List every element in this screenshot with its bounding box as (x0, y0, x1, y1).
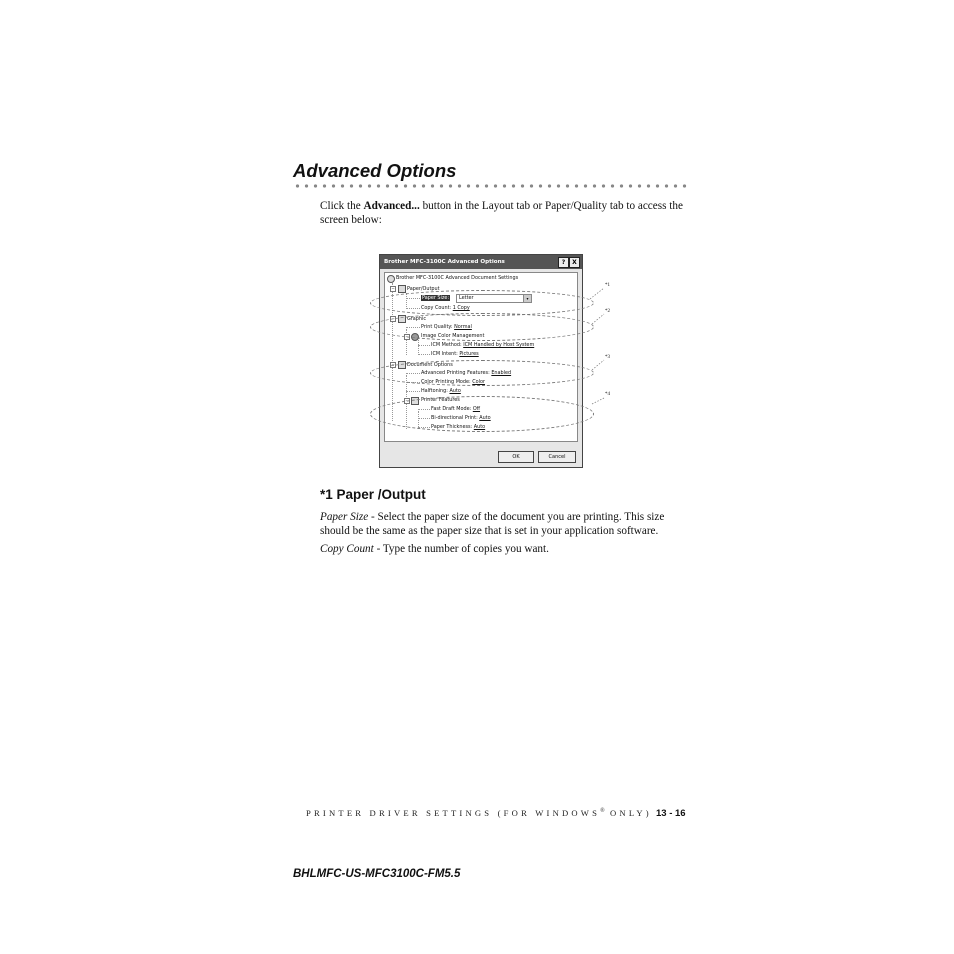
paper-size-text: - Select the paper size of the document you are printing. This size should be the same as the paper size that is set in your application software. (320, 511, 665, 537)
tree-line (406, 391, 420, 392)
tree-line (418, 337, 419, 355)
thickness-setting[interactable]: Paper Thickness: Auto (431, 424, 486, 430)
tree-document-options[interactable]: Document Options (407, 362, 453, 368)
bidir-setting[interactable]: Bi-directional Print: Auto (431, 415, 491, 421)
paper-size-value: Letter (459, 295, 474, 301)
chevron-down-icon[interactable]: ▾ (523, 295, 531, 302)
intro-pre: Click the (320, 200, 364, 212)
tree-paper-output[interactable]: Paper/Output (407, 286, 440, 292)
callout-ellipse (370, 313, 594, 341)
tree-icm[interactable]: Image Color Management (421, 333, 485, 339)
page-number: 13 - 16 (656, 808, 686, 819)
collapse-toggle[interactable]: − (391, 316, 395, 321)
paper-icon (398, 285, 406, 293)
dialog-title-bar (380, 255, 582, 269)
subsection-title: *1 Paper /Output (320, 487, 426, 502)
collapse-toggle[interactable]: − (391, 362, 395, 367)
title-divider (293, 183, 688, 189)
intro-paragraph (320, 200, 690, 227)
paper-size-term: Paper Size (320, 511, 369, 523)
icm-method-setting[interactable]: ICM Method: ICM Handled by Host System (431, 342, 535, 348)
collapse-toggle[interactable]: − (405, 398, 409, 403)
color-mode-setting[interactable]: Color Printing Mode: Color (421, 379, 486, 385)
callout-ellipse (370, 360, 594, 386)
callout-leaders (580, 280, 610, 410)
tree-printer-features[interactable]: Printer Features (421, 397, 460, 403)
section-title: Advanced Options (293, 160, 457, 181)
help-button[interactable]: ? (558, 257, 569, 268)
paper-size-paragraph (320, 511, 690, 538)
print-quality-setting[interactable]: Print Quality: Normal (421, 324, 472, 330)
intro-post: button in the Layout tab or Paper/Quality tab to access the screen below: (320, 200, 683, 226)
paper-size-label[interactable]: Paper Size: (422, 295, 450, 301)
dialog-title: Brother MFC-3100C Advanced Options (384, 259, 505, 265)
callout-4: *4 (605, 392, 610, 397)
ok-button[interactable]: OK (498, 451, 534, 463)
tree-line (418, 354, 430, 355)
callout-3: *3 (605, 355, 610, 360)
copy-count-paragraph (320, 543, 690, 557)
close-button[interactable]: X (569, 257, 580, 268)
callout-ellipse (370, 396, 594, 432)
tree-line (418, 345, 430, 346)
cancel-button[interactable]: Cancel (538, 451, 576, 463)
adv-print-setting[interactable]: Advanced Printing Features: Enabled (421, 370, 512, 376)
tree-graphic[interactable]: Graphic (407, 316, 427, 322)
collapse-toggle[interactable]: − (405, 334, 409, 339)
copy-count-text: - Type the number of copies you want. (373, 543, 549, 555)
tree-root: Brother MFC-3100C Advanced Document Settings (396, 275, 519, 281)
document-id: BHLMFC-US-MFC3100C-FM5.5 (293, 868, 461, 880)
callout-2: *2 (605, 309, 610, 314)
intro-bold: Advanced... (363, 200, 420, 212)
running-footer: PRINTER DRIVER SETTINGS (FOR WINDOWS® ONLY) (306, 808, 652, 818)
fast-draft-setting[interactable]: Fast Draft Mode: Off (431, 406, 481, 412)
halftoning-setting[interactable]: Halftoning: Auto (421, 388, 461, 394)
icm-intent-setting[interactable]: ICM Intent: Pictures (431, 351, 479, 357)
printer-settings-icon (387, 275, 395, 283)
copy-count-setting[interactable]: Copy Count: 1 Copy (421, 305, 470, 311)
copy-count-term: Copy Count (320, 543, 374, 555)
collapse-toggle[interactable]: − (391, 286, 395, 291)
callout-1: *1 (605, 283, 610, 288)
